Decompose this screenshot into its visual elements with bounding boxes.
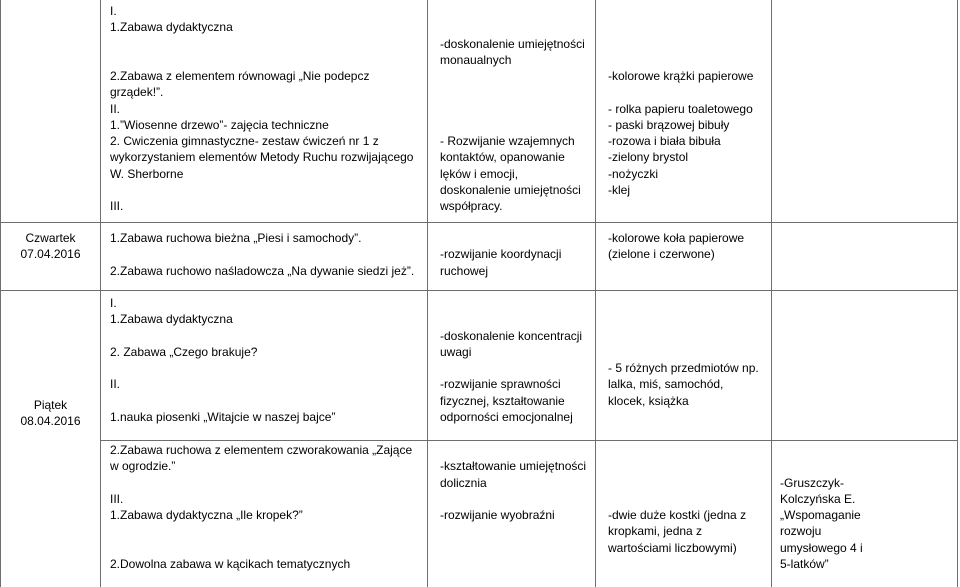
blank-line [608,52,771,68]
text-line: - Rozwijanie wzajemnych [440,134,575,148]
text-line: 2.Zabawa z elementem równowagi „Nie podepcz [110,69,370,83]
blank-line [608,36,771,52]
text-line: W. Sherborne [110,166,184,181]
text-line: kropkami, jedna z [608,524,703,539]
date-label: 07.04.2016 [20,247,81,262]
text-line: II. [110,377,121,392]
activities-cell [101,291,428,441]
blank-line [608,458,771,474]
text-line: wykorzystaniem elementów Metody Ruchu rozwijającego [110,150,414,165]
blank-line [110,540,427,556]
blank-line [608,3,771,19]
blank-line [110,475,427,491]
text-line: doskonalenie umiejętności [440,182,581,197]
text-line: współpracy. [440,199,503,213]
blank-line [608,344,771,360]
blank-line [440,117,595,133]
blank-line [440,3,595,19]
text-line: dolicznia [440,475,487,490]
text-line: kontaktów, opanowanie [440,150,565,165]
text-line: -rozwijanie wyobraźni [440,508,555,522]
blank-line [110,393,427,409]
text-line: w ogrodzie.” [110,459,176,474]
text-line: 1.Zabawa dydaktyczna [110,20,233,35]
blank-line [608,295,771,311]
text-line: rozwoju [780,524,822,539]
text-line: -rozwijanie sprawności [440,377,561,392]
text-line: III. [110,491,124,506]
text-line: „Wspomaganie [780,508,861,522]
activities-cell [101,0,428,223]
blank-line [440,84,595,100]
goals-cell [428,441,596,587]
text-line: odporności emocjonalnej [440,409,573,424]
text-line: -rozowa i biała bibuła [608,134,721,148]
text-line: 2.Dowolna zabawa w kącikach tematycznych [110,556,351,571]
materials-cell [596,441,772,587]
text-line: 2. Zabawa „Czego brakuje? [110,344,258,359]
text-line: lalka, miś, samochód, [608,377,724,392]
blank-line [608,19,771,35]
text-line: lęków i emocji, [440,166,519,181]
blank-line [110,182,427,198]
blank-line [608,475,771,491]
day-cell [0,291,101,587]
notes-cell [772,0,958,223]
text-line: -dwie duże kostki (jedna z [608,508,747,522]
text-line: Kolczyńska E. [780,491,856,506]
text-line: -doskonalenie koncentracji [440,328,583,343]
text-line: 1.Zabawa ruchowa bieżna „Piesi i samochody”. [110,231,362,245]
text-line: -doskonalenie umiejętności [440,36,585,51]
activities-cell [101,223,428,291]
materials-cell [596,291,772,441]
weekday-label: Piątek [33,398,68,412]
text-line: -kształtowanie umiejętności [440,459,587,474]
day-cell [0,223,101,291]
blank-line [110,36,427,52]
text-line: - rolka papieru toaletowego [608,101,753,116]
text-line: 1.Zabawa dydaktyczna „Ile kropek?” [110,508,303,522]
blank-line [440,311,595,327]
blank-line [110,523,427,539]
blank-line [440,442,595,458]
text-line: grządek!”. [110,85,164,100]
blank-line [608,328,771,344]
text-line: -Gruszczyk- [780,475,844,490]
notes-cell [772,291,958,441]
blank-line [608,442,771,458]
day-cell [0,0,101,223]
blank-line [608,491,771,507]
activities-cell [101,441,428,587]
text-line: 1.Zabawa dydaktyczna [110,312,233,327]
text-line: I. [110,296,117,310]
blank-line [440,295,595,311]
blank-line [608,84,771,100]
text-line: I. [110,4,117,18]
goals-cell [428,223,596,291]
text-line: klocek, książka [608,393,689,408]
text-line: -rozwijanie koordynacji [440,247,562,262]
blank-line [110,360,427,376]
text-line: - 5 różnych przedmiotów np. [608,361,759,375]
text-line: -zielony brystol [608,150,689,165]
text-line: 2.Zabawa ruchowa z elementem czworakowania „Zające [110,443,413,457]
text-line: - paski brązowej bibuły [608,117,730,132]
blank-line [110,246,427,262]
materials-cell [596,0,772,223]
blank-line [608,311,771,327]
notes-cell [772,441,958,587]
text-line: 2.Zabawa ruchowo naśladowcza „Na dywanie siedzi jeż”. [110,263,415,278]
weekday-label: Czwartek [25,231,76,245]
blank-line [440,491,595,507]
text-line: -kolorowe krążki papierowe [608,69,754,83]
text-line: fizycznej, kształtowanie [440,393,565,408]
text-line: (zielone i czerwone) [608,247,715,262]
materials-cell [596,223,772,291]
goals-cell [428,0,596,223]
blank-line [110,328,427,344]
text-line: II. [110,101,121,116]
text-line: 1.”Wiosenne drzewo”- zajęcia techniczne [110,117,329,132]
text-line: 1.nauka piosenki „Witajcie w naszej bajce” [110,409,336,424]
text-line: monaualnych [440,52,512,67]
blank-line [440,19,595,35]
text-line: -nożyczki [608,166,659,181]
blank-line [110,52,427,68]
text-line: -kolorowe koła papierowe [608,231,745,245]
text-line: III. [110,199,124,213]
text-line: 5-latków” [780,556,829,571]
blank-line [440,360,595,376]
text-line: 2. Cwiczenia gimnastyczne- zestaw ćwiczeń nr 1 z [110,134,379,148]
blank-line [440,101,595,117]
text-line: ruchowej [440,263,489,278]
date-label: 08.04.2016 [20,414,81,429]
blank-line [440,230,595,246]
goals-cell [428,291,596,441]
text-line: umysłowego 4 i [780,540,863,555]
text-line: uwagi [440,344,472,359]
text-line: wartościami liczbowymi) [608,540,737,555]
blank-line [780,442,957,458]
notes-cell [772,223,958,291]
blank-line [440,68,595,84]
blank-line [780,458,957,474]
text-line: -klej [608,182,631,197]
